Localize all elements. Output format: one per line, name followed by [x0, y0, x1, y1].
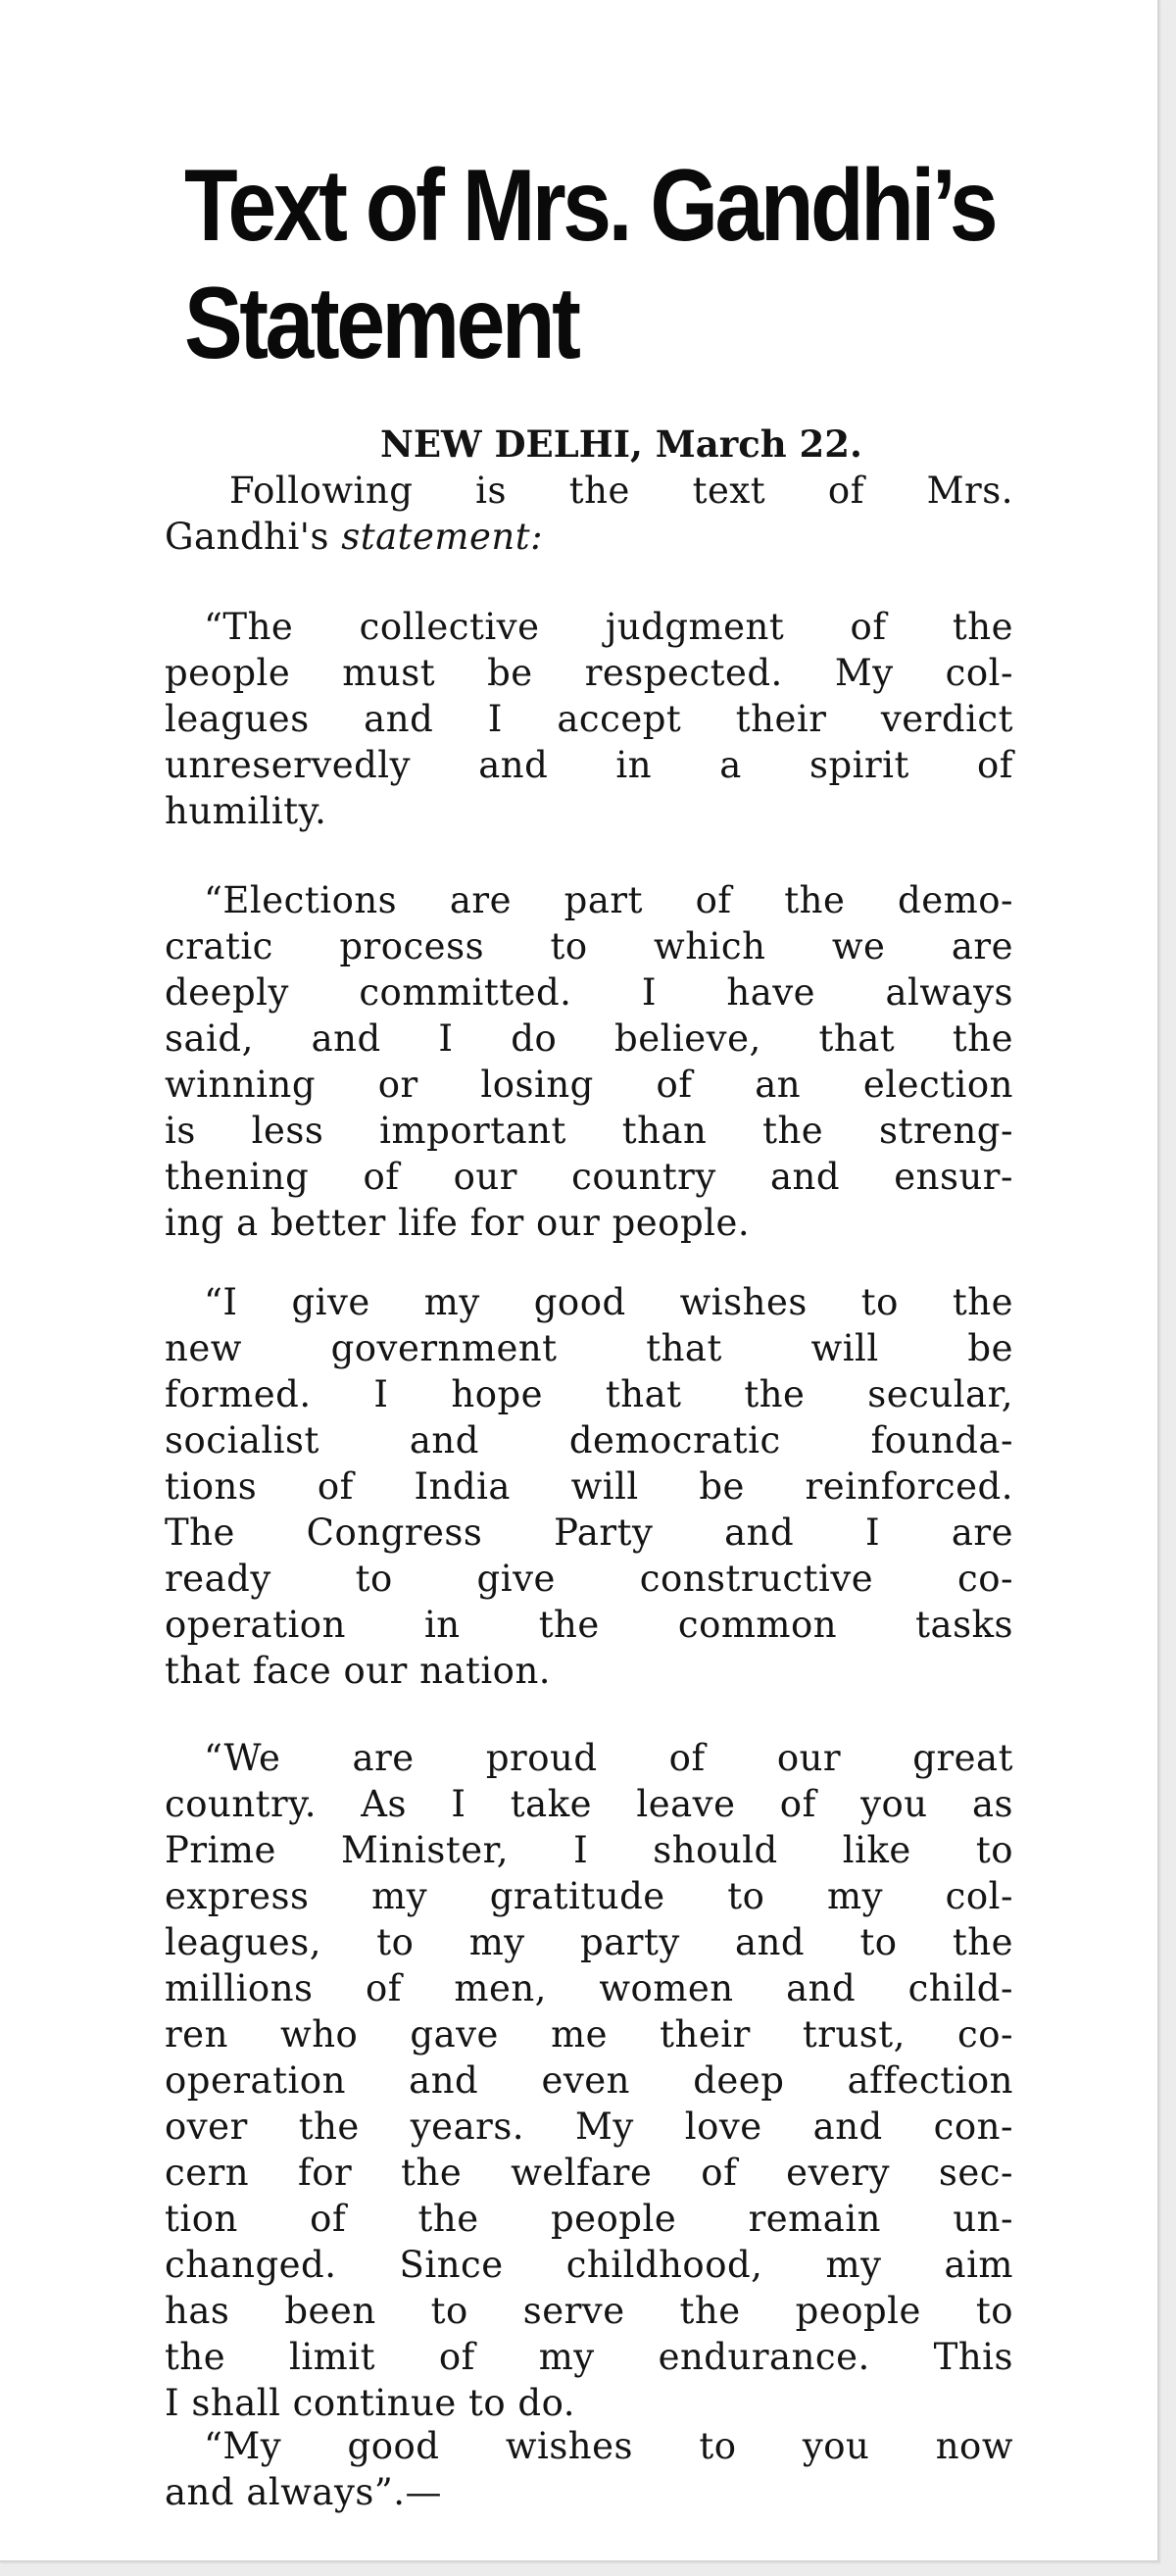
text-line: humility. [165, 790, 327, 832]
text-line: winning or losing of an election [165, 1064, 1013, 1106]
text-line: “The collective judgment of the [204, 606, 1013, 648]
text-line: tions of India will be reinforced. [165, 1465, 1013, 1508]
lede-line [165, 514, 1013, 560]
text-line: formed. I hope that the secular, [165, 1373, 1013, 1415]
text-line: new government that will be [165, 1327, 1013, 1369]
text-line: I shall continue to do. [165, 2382, 576, 2424]
dateline: NEW DELHI, March 22. [380, 422, 862, 466]
text-line: over the years. My love and con- [165, 2105, 1013, 2148]
statement-paragraph-3 [165, 1279, 1013, 1694]
text-line: that face our nation. [165, 1650, 552, 1692]
text-line: said, and I do believe, that the [165, 1017, 1013, 1060]
text-line: “Elections are part of the demo- [204, 879, 1013, 921]
text-line: thening of our country and ensur- [165, 1156, 1013, 1198]
headline-line-1: Text of Mrs. Gandhi’s [184, 149, 996, 263]
text-line: tion of the people remain un- [165, 2198, 1013, 2240]
statement-paragraph-4 [165, 1735, 1013, 2426]
text-line: Prime Minister, I should like to [165, 1829, 1013, 1871]
text-line: “My good wishes to you now [204, 2425, 1013, 2467]
text-line: cratic process to which we are [165, 925, 1013, 967]
text-line: unreservedly and in a spirit of [165, 744, 1013, 786]
text-line: the limit of my endurance. This [165, 2336, 1013, 2378]
text-line: The Congress Party and I are [165, 1511, 1013, 1554]
text-line: and always”.— [165, 2471, 443, 2513]
lede-paragraph [165, 468, 1013, 560]
text-line: express my gratitude to my col- [165, 1875, 1013, 1917]
text-line: socialist and democratic founda- [165, 1419, 1013, 1461]
text-line: ready to give constructive co- [165, 1558, 1013, 1600]
lede-text: Gandhi's [165, 516, 342, 558]
text-line: changed. Since childhood, my aim [165, 2244, 1013, 2286]
text-line: leagues, to my party and to the [165, 1921, 1013, 1963]
text-line: cern for the welfare of every sec- [165, 2152, 1013, 2194]
text-line: leagues and I accept their verdict [165, 698, 1013, 740]
text-line: is less important than the streng- [165, 1110, 1013, 1152]
text-line: country. As I take leave of you as [165, 1783, 1013, 1825]
statement-paragraph-2 [165, 877, 1013, 1246]
headline-line-2: Statement [184, 267, 578, 380]
lede-italic-text: statement: [341, 516, 544, 558]
text-line: has been to serve the people to [165, 2290, 1013, 2332]
text-line: millions of men, women and child- [165, 1967, 1013, 2009]
statement-paragraph-1 [165, 604, 1013, 834]
text-line: operation and even deep affection [165, 2059, 1013, 2102]
text-line: ing a better life for our people. [165, 1202, 751, 1244]
text-line: ren who gave me their trust, co- [165, 2013, 1013, 2056]
closing-paragraph [165, 2423, 1013, 2515]
text-line: operation in the common tasks [165, 1604, 1013, 1646]
headline [184, 147, 996, 382]
text-line: “We are proud of our great [204, 1737, 1013, 1779]
lede-line: Following is the text of Mrs. [229, 470, 1013, 512]
text-line: people must be respected. My col- [165, 652, 1013, 694]
text-line: deeply committed. I have always [165, 971, 1013, 1014]
text-line: “I give my good wishes to the [204, 1281, 1013, 1323]
